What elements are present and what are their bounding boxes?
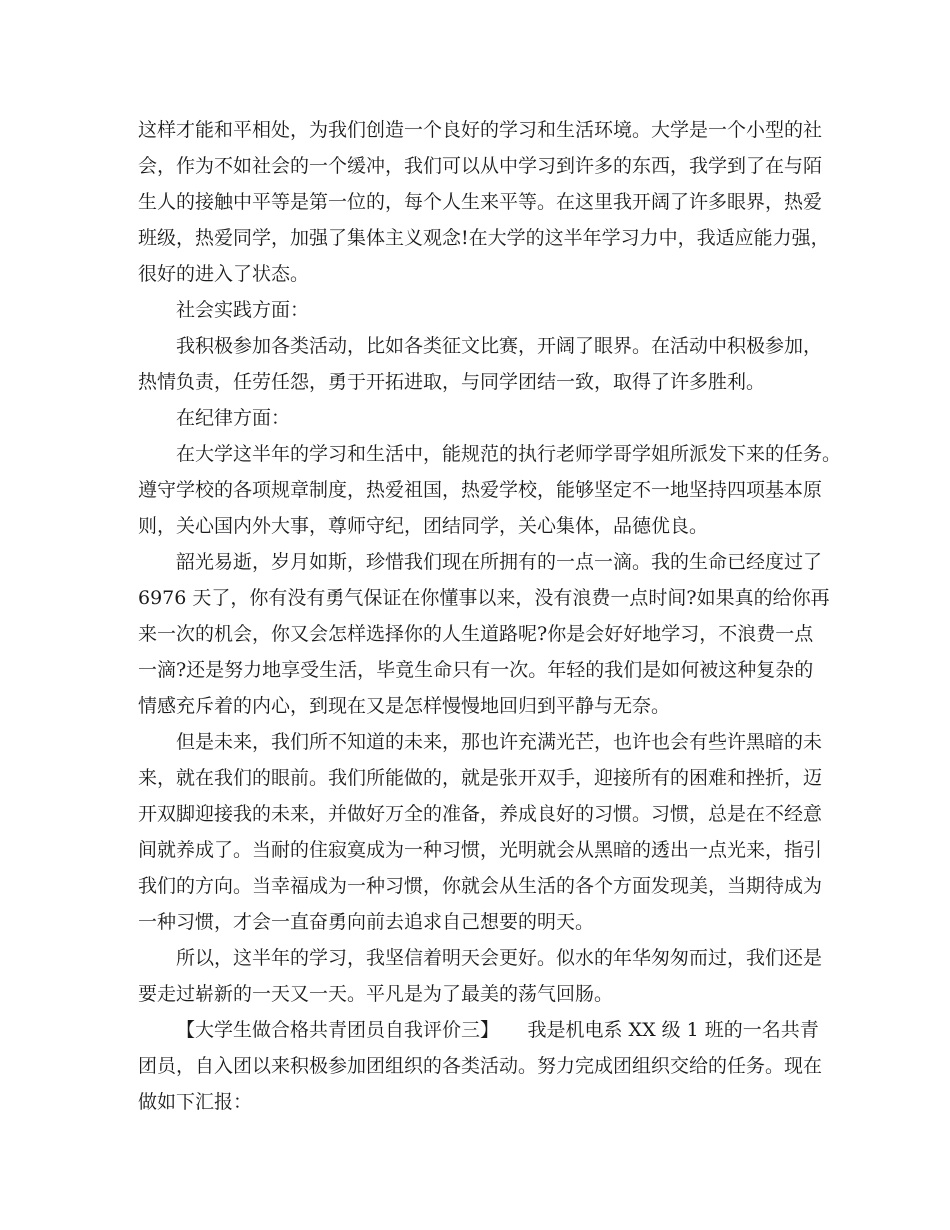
text-line: 一种习惯，才会一直奋勇向前去追求自己想要的明天。 xyxy=(138,911,595,933)
text-line: 很好的进入了状态。 xyxy=(138,263,310,285)
text-line: 这样才能和平相处，为我们创造一个良好的学习和生活环境。大学是一个小型的社 xyxy=(138,119,823,141)
text-line: 【大学生做合格共青团员自我评价三】 我是机电系 XX 级 1 班的一名共青 xyxy=(176,1019,819,1041)
text-line: 我积极参加各类活动，比如各类征文比赛，开阔了眼界。在活动中积极参加， xyxy=(176,335,823,357)
text-line: 遵守学校的各项规章制度，热爱祖国，热爱学校，能够坚定不一地坚持四项基本原 xyxy=(138,479,823,501)
text-line: 在大学这半年的学习和生活中，能规范的执行老师学哥学姐所派发下来的任务。 xyxy=(176,443,842,465)
text-line: 韶光易逝，岁月如斯，珍惜我们现在所拥有的一点一滴。我的生命已经度过了 xyxy=(176,551,823,573)
text-line: 要走过崭新的一天又一天。平凡是为了最美的荡气回肠。 xyxy=(138,983,614,1005)
text-line: 热情负责，任劳任怨，勇于开拓进取，与同学团结一致，取得了许多胜利。 xyxy=(138,371,766,393)
text-line: 来，就在我们的眼前。我们所能做的，就是张开双手，迎接所有的困难和挫折，迈 xyxy=(138,767,823,789)
text-line: 所以，这半年的学习，我坚信着明天会更好。似水的年华匆匆而过，我们还是 xyxy=(176,947,823,969)
text-line: 社会实践方面： xyxy=(176,299,310,321)
text-line: 间就养成了。当耐的住寂寞成为一种习惯，光明就会从黑暗的透出一点光来，指引 xyxy=(138,839,823,861)
text-line: 班级，热爱同学，加强了集体主义观念!在大学的这半年学习力中，我适应能力强， xyxy=(138,227,830,249)
text-line: 则，关心国内外大事，尊师守纪，团结同学，关心集体，品德优良。 xyxy=(138,515,709,537)
text-line: 但是未来，我们所不知道的未来，那也许充满光芒，也许也会有些许黑暗的未 xyxy=(176,731,823,753)
text-line: 一滴?还是努力地享受生活，毕竟生命只有一次。年轻的我们是如何被这种复杂的 xyxy=(138,659,814,681)
text-line: 团员，自入团以来积极参加团组织的各类活动。努力完成团组织交给的任务。现在 xyxy=(138,1055,823,1077)
text-line: 做如下汇报： xyxy=(138,1091,253,1113)
document-body xyxy=(138,112,842,1120)
text-line: 在纪律方面： xyxy=(176,407,291,429)
text-line: 生人的接触中平等是第一位的，每个人生来平等。在这里我开阔了许多眼界，热爱 xyxy=(138,191,823,213)
text-line: 6976 天了，你有没有勇气保证在你懂事以来，没有浪费一点时间?如果真的给你再 xyxy=(138,587,830,609)
text-line: 来一次的机会，你又会怎样选择你的人生道路呢?你是会好好地学习，不浪费一点 xyxy=(138,623,814,645)
text-line: 会，作为不如社会的一个缓冲，我们可以从中学习到许多的东西，我学到了在与陌 xyxy=(138,155,823,177)
text-line: 开双脚迎接我的未来，并做好万全的准备，养成良好的习惯。习惯，总是在不经意 xyxy=(138,803,823,825)
text-line: 我们的方向。当幸福成为一种习惯，你就会从生活的各个方面发现美，当期待成为 xyxy=(138,875,823,897)
text-line: 情感充斥着的内心，到现在又是怎样慢慢地回归到平静与无奈。 xyxy=(138,695,671,717)
